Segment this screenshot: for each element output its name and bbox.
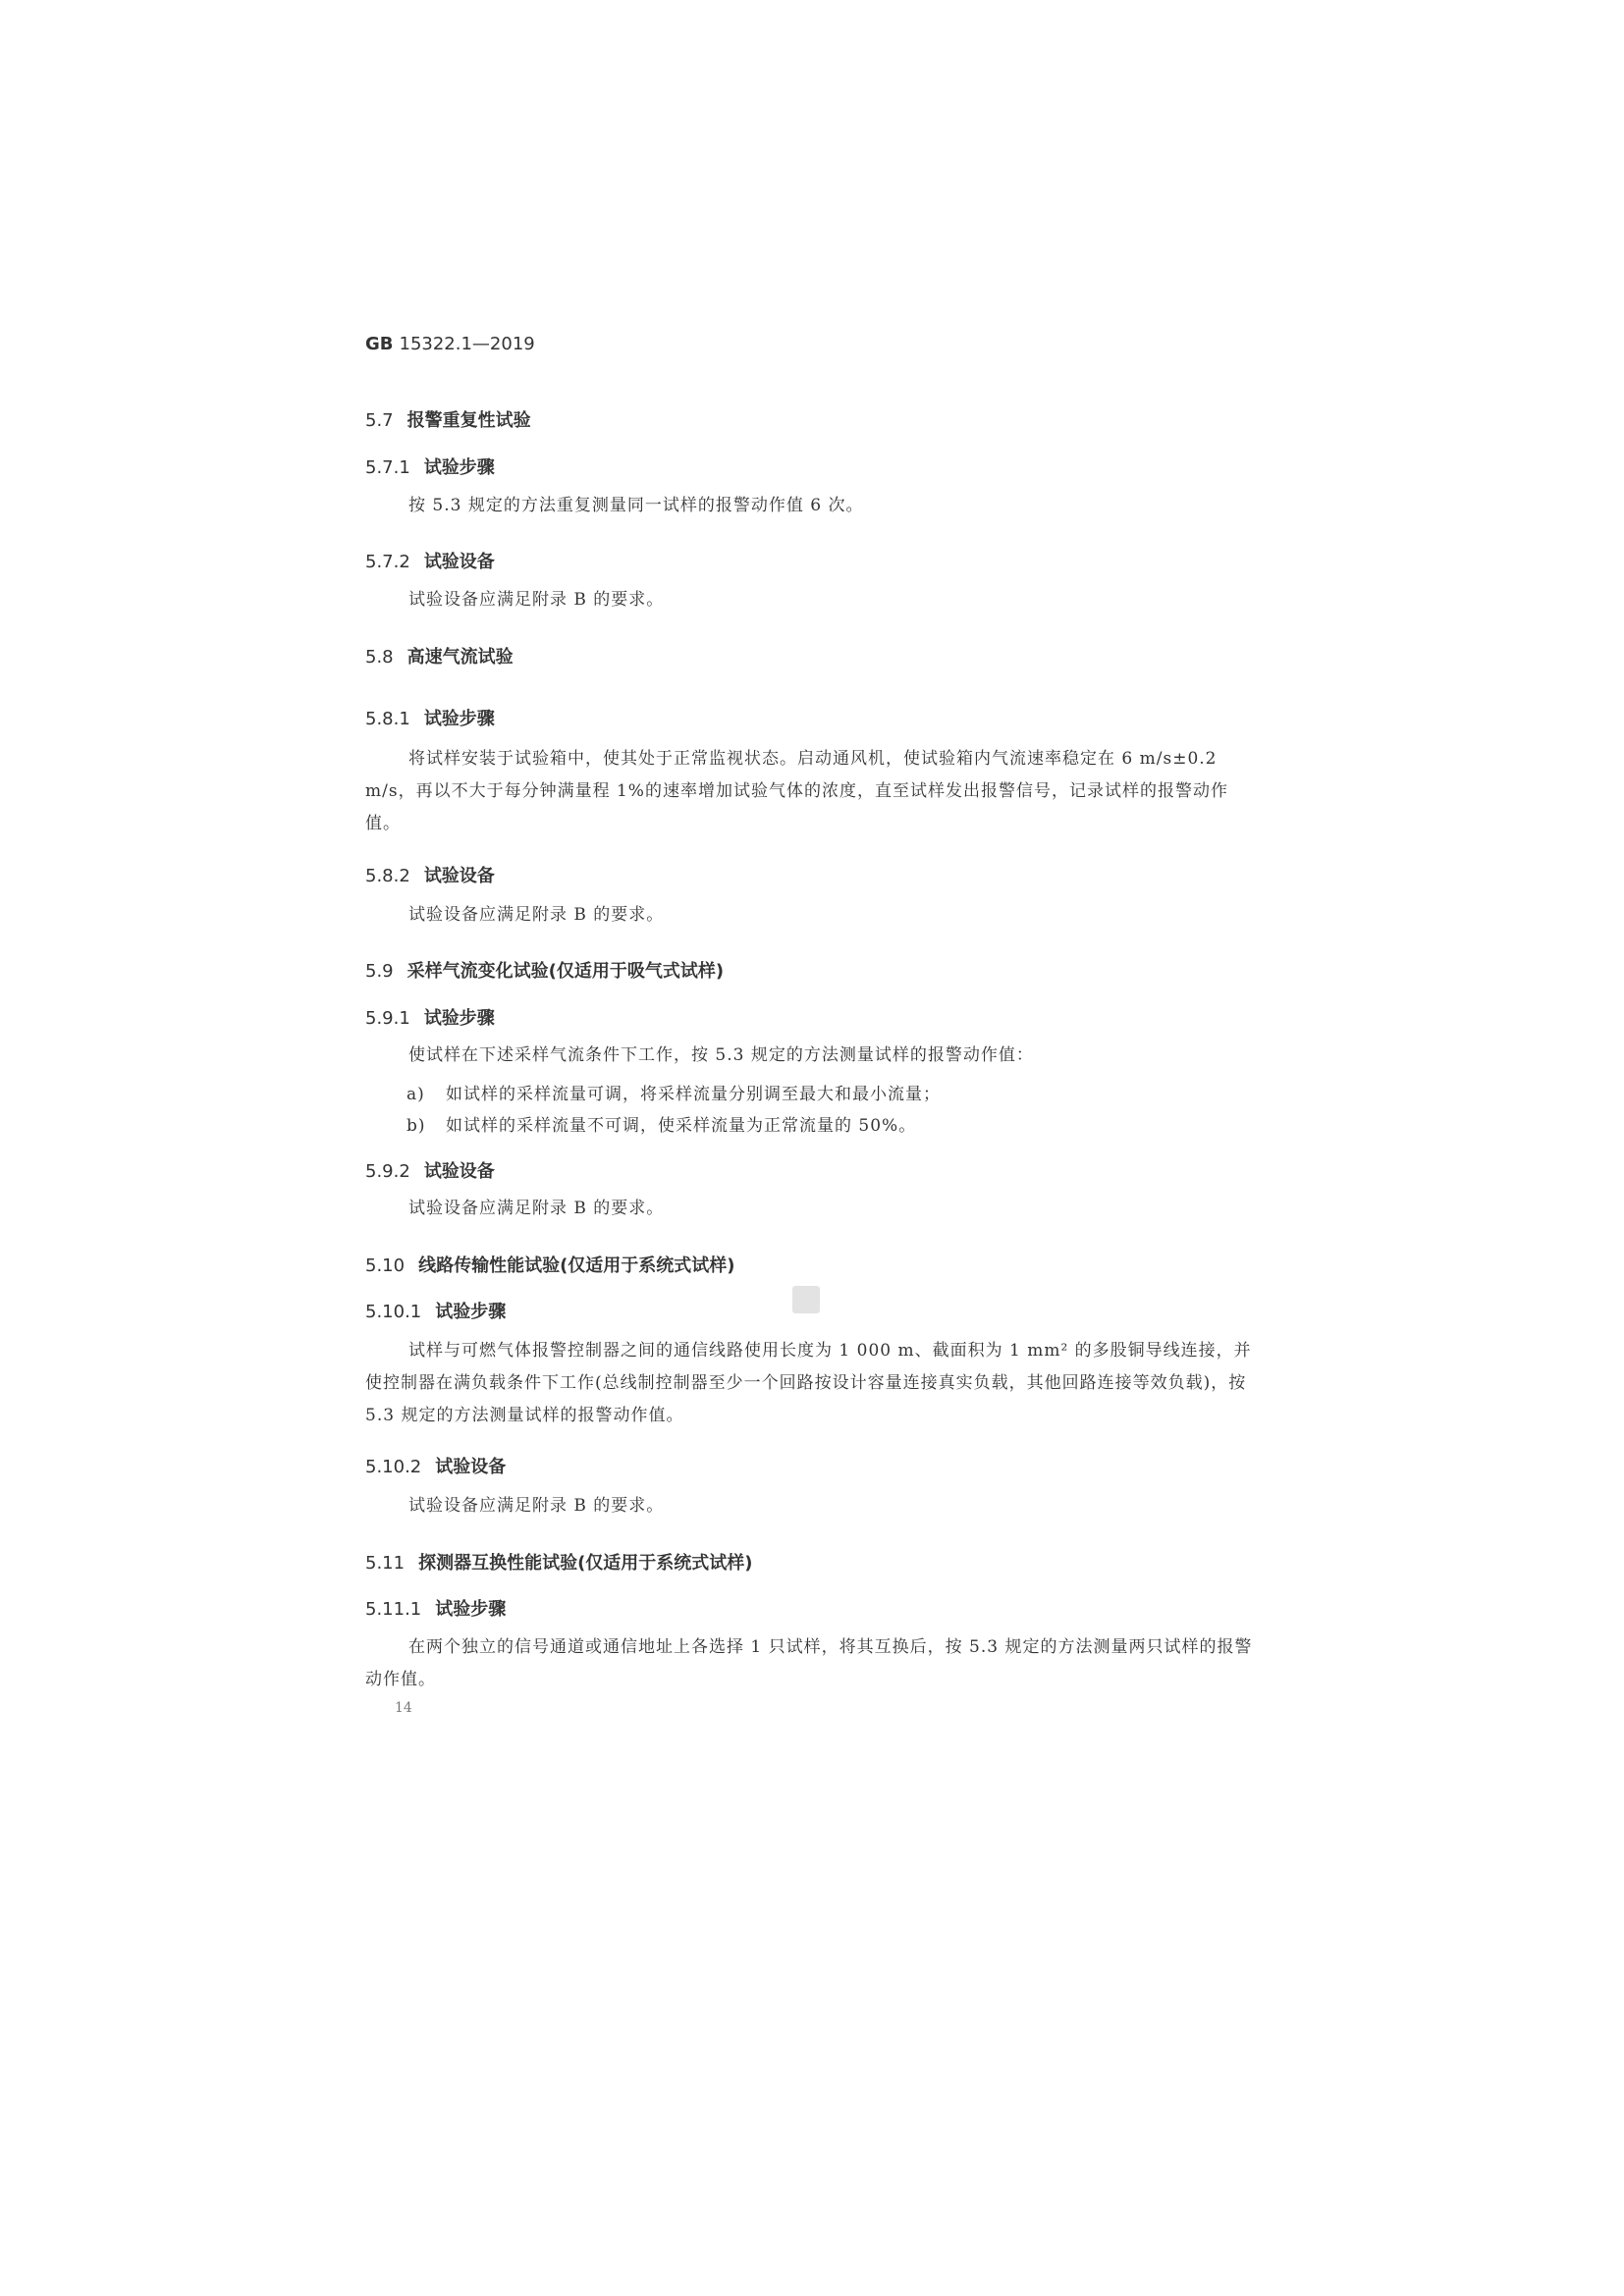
heading-5-10-1: 5.10.1 试验步骤 [365,1302,507,1322]
standard-number: 15322.1—2019 [399,334,535,354]
scan-mark [792,1286,820,1313]
paragraph-5-10-1: 试样与可燃气体报警控制器之间的通信线路使用长度为 1 000 m、截面积为 1 mm² 的多股铜导线连接，并使控制器在满负载条件下工作(总线制控制器至少一个回路按设计容量连接真实负载，其他回路连接等效负载)，按 5.3 规定的方法测量试样的报警动作值。 [365,1341,1252,1425]
list-item-b: b) 如试样的采样流量不可调，使采样流量为正常流量的 50%。 [406,1116,917,1136]
paragraph-5-7-1: 按 5.3 规定的方法重复测量同一试样的报警动作值 6 次。 [408,496,864,515]
heading-5-9-2: 5.9.2 试验设备 [365,1161,495,1182]
heading-5-8-1: 5.8.1 试验步骤 [365,709,495,729]
standard-code [365,334,535,354]
paragraph-5-8-2: 试验设备应满足附录 B 的要求。 [408,905,665,925]
gb-label: GB [365,334,394,354]
heading-5-10: 5.10 线路传输性能试验(仅适用于系统式试样) [365,1255,735,1276]
heading-5-7-1: 5.7.1 试验步骤 [365,457,495,478]
heading-5-7-2: 5.7.2 试验设备 [365,552,495,572]
paragraph-5-11-1: 在两个独立的信号通道或通信地址上各选择 1 只试样，将其互换后，按 5.3 规定的方法测量两只试样的报警动作值。 [365,1637,1253,1689]
heading-5-11: 5.11 探测器互换性能试验(仅适用于系统式试样) [365,1553,753,1574]
heading-5-8: 5.8 高速气流试验 [365,647,514,667]
paragraph-5-8-1: 将试样安装于试验箱中，使其处于正常监视状态。启动通风机，使试验箱内气流速率稳定在 6 m/s±0.2 m/s，再以不大于每分钟满量程 1%的速率增加试验气体的浓度，直至试样发出报警信号，记录试样的报警动作值。 [365,749,1228,833]
paragraph-5-10-2: 试验设备应满足附录 B 的要求。 [408,1496,665,1516]
heading-5-9: 5.9 采样气流变化试验(仅适用于吸气式试样) [365,961,725,982]
heading-5-9-1: 5.9.1 试验步骤 [365,1008,495,1029]
page-number: 14 [395,1700,412,1716]
heading-5-10-2: 5.10.2 试验设备 [365,1457,507,1477]
paragraph-5-9-2: 试验设备应满足附录 B 的要求。 [408,1199,665,1218]
heading-5-7: 5.7 报警重复性试验 [365,410,531,431]
paragraph-5-9-1: 使试样在下述采样气流条件下工作，按 5.3 规定的方法测量试样的报警动作值： [408,1045,1034,1065]
list-item-a: a) 如试样的采样流量可调，将采样流量分别调至最大和最小流量； [406,1085,941,1104]
heading-5-11-1: 5.11.1 试验步骤 [365,1599,507,1620]
heading-5-8-2: 5.8.2 试验设备 [365,866,495,886]
paragraph-5-7-2: 试验设备应满足附录 B 的要求。 [408,590,665,610]
